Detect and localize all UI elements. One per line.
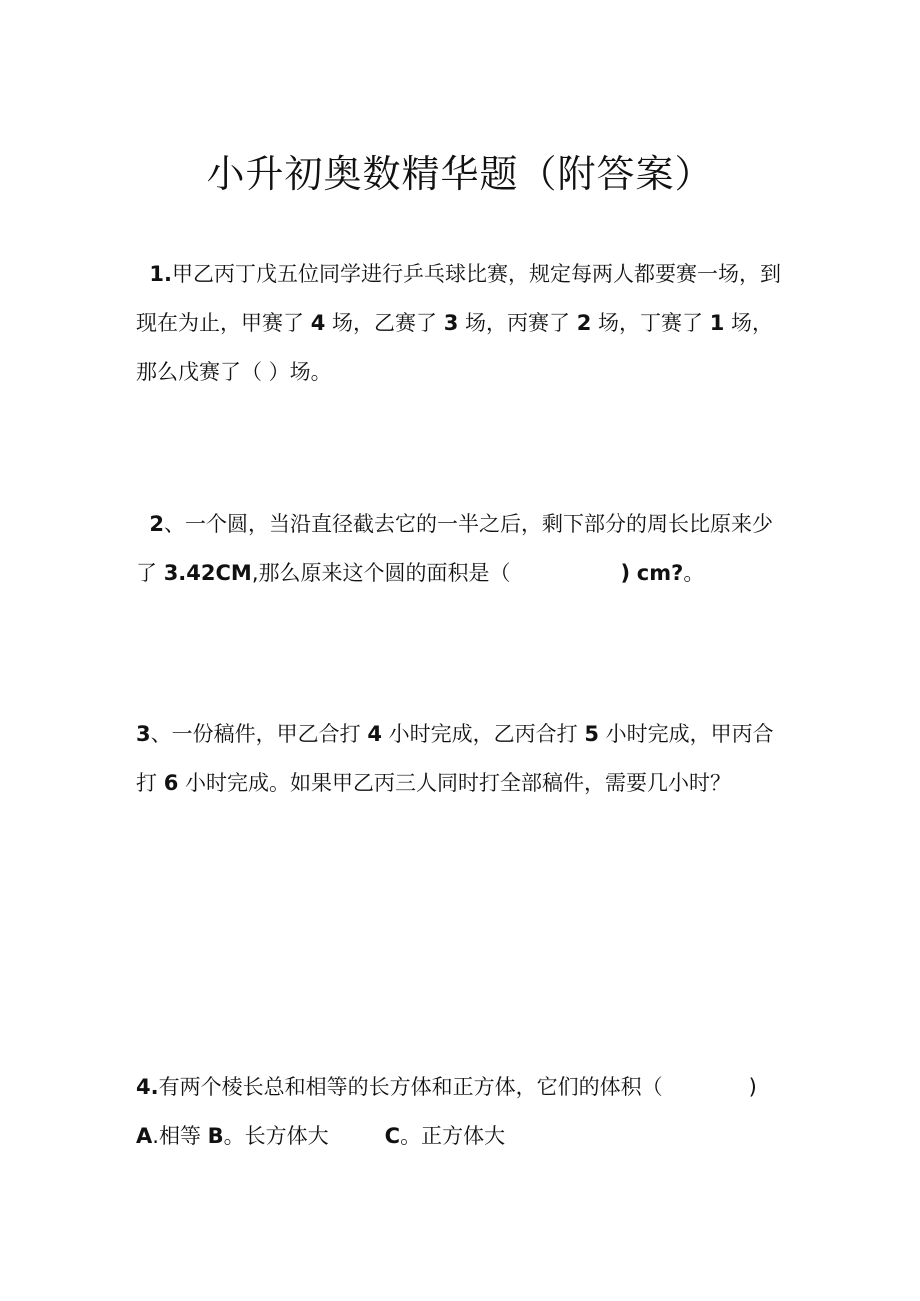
question-number: 1. [149, 262, 172, 286]
question-2 [136, 500, 796, 598]
option-a-letter: A [136, 1124, 153, 1148]
question-1-line-2: 现在为止，甲赛了 4 场，乙赛了 3 场，丙赛了 2 场，丁赛了 1 场， [136, 311, 773, 335]
question-number: 4. [136, 1075, 159, 1099]
question-1-line-3: 那么戊赛了（ ）场。 [136, 360, 332, 384]
option-a-text: .相等 [152, 1124, 201, 1148]
page-title: 小升初奥数精华题（附答案） [206, 152, 714, 196]
question-3-line-2: 打 6 小时完成。如果甲乙丙三人同时打全部稿件，需要几小时？ [136, 771, 731, 795]
option-b-text: 。长方体大 [223, 1124, 329, 1148]
question-1 [136, 250, 796, 397]
option-c-text: 。正方体大 [400, 1124, 506, 1148]
question-4 [136, 1063, 796, 1161]
question-1-line-1: 1.甲乙丙丁戊五位同学进行乒乓球比赛，规定每两人都要赛一场，到 [149, 262, 781, 286]
question-2-line-1: 2、一个圆，当沿直径截去它的一半之后，剩下部分的周长比原来少 [149, 512, 773, 536]
option-c-letter: C [384, 1124, 401, 1148]
question-4-options [136, 1112, 796, 1161]
option-b-letter: B [207, 1124, 224, 1148]
question-number: 2 [149, 512, 164, 536]
question-number: 3 [136, 722, 151, 746]
question-3-line-1: 3、一份稿件，甲乙合打 4 小时完成，乙丙合打 5 小时完成，甲丙合 [136, 722, 774, 746]
question-2-line-2: 了 3.42CM,那么原来这个圆的面积是（ ) cm?。 [136, 561, 705, 585]
question-3 [136, 710, 796, 808]
question-4-line-1: 4.有两个棱长总和相等的长方体和正方体，它们的体积（ ) [136, 1075, 757, 1099]
